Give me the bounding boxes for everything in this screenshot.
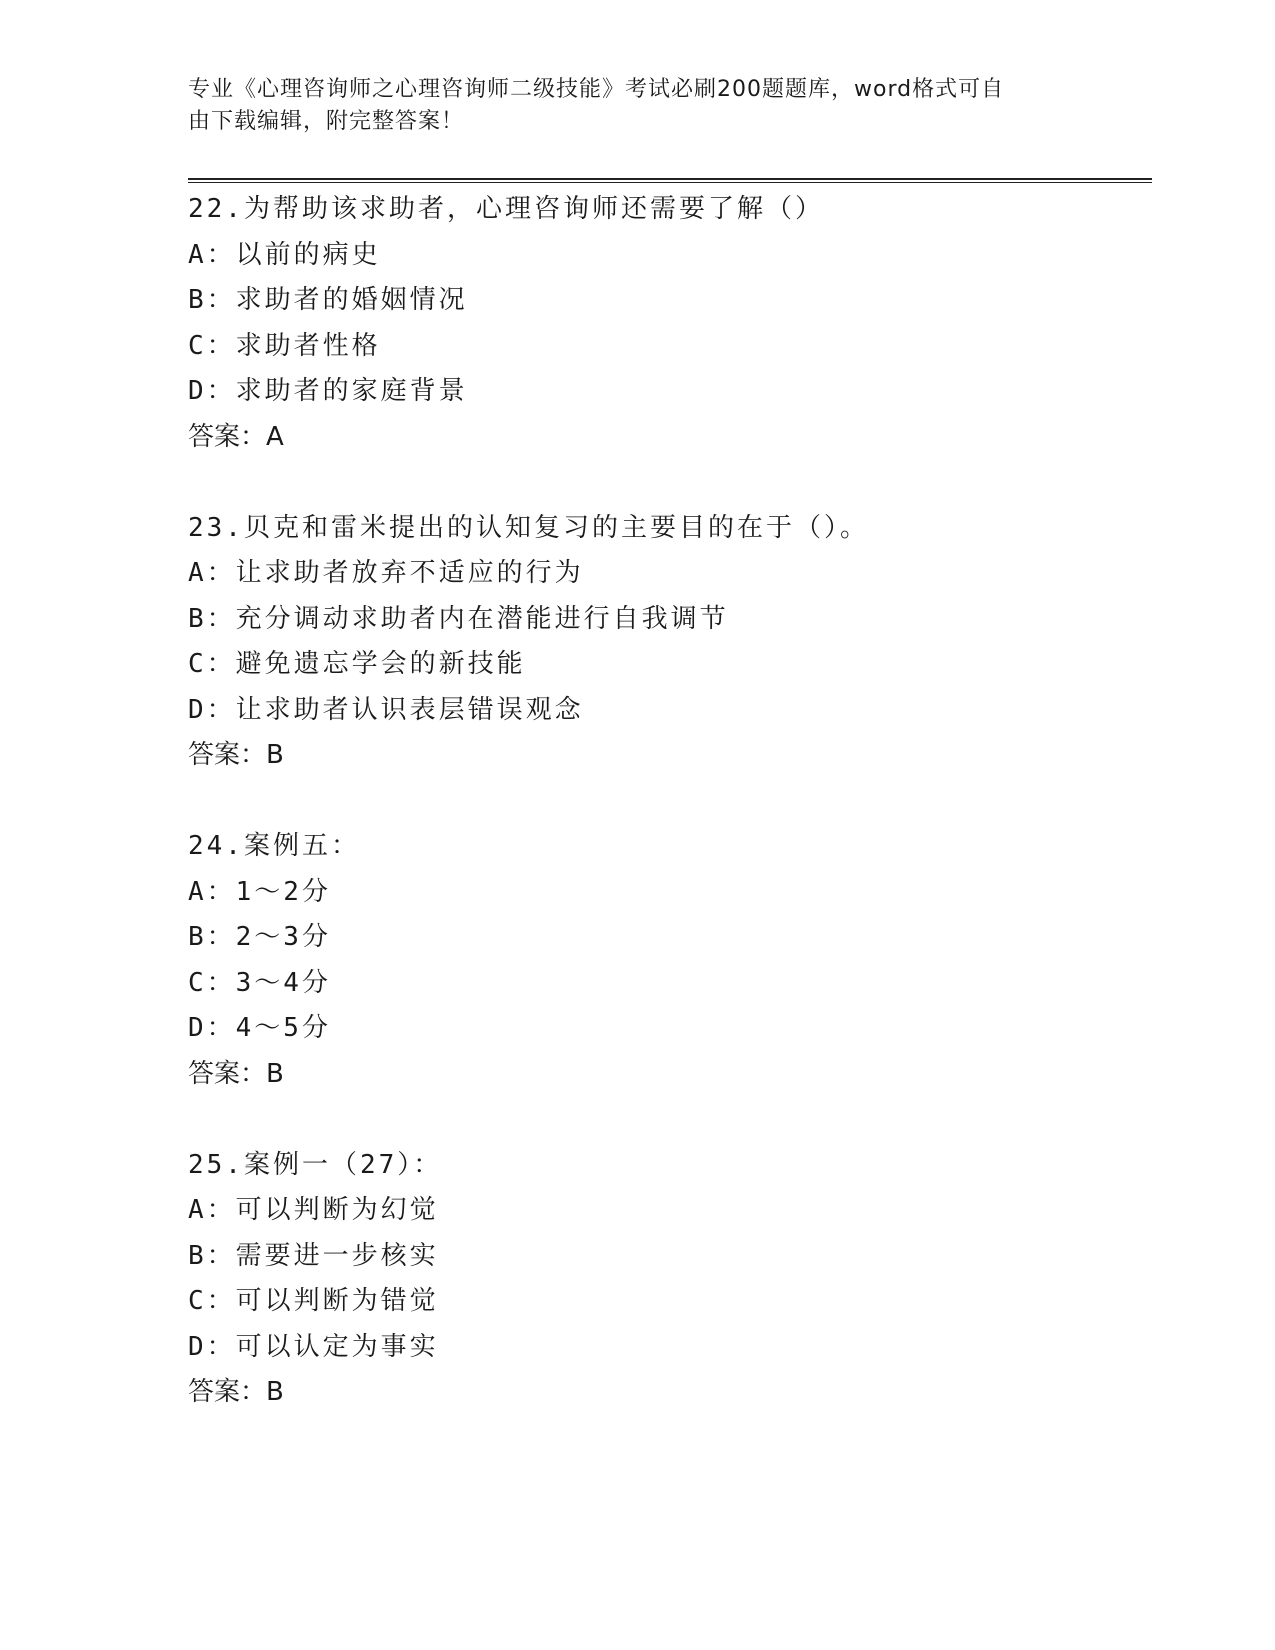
option-d: D：4～5分 [188, 1013, 331, 1043]
question-25 [188, 1143, 1152, 1416]
spacer [188, 1097, 1152, 1143]
question-stem: 22.为帮助该求助者，心理咨询师还需要了解（） [188, 194, 824, 224]
question-24 [188, 824, 1152, 1143]
question-22 [188, 187, 1152, 506]
option-b: B：充分调动求助者内在潜能进行自我调节 [188, 603, 729, 634]
option-c: C：可以判断为错觉 [188, 1286, 439, 1316]
option-d: D：可以认定为事实 [188, 1331, 439, 1362]
option-d: D：让求助者认识表层错误观念 [188, 694, 584, 725]
spacer [188, 460, 1152, 506]
document-header [188, 74, 1068, 138]
question-stem: 25.案例一（27）： [188, 1149, 443, 1180]
option-c: C：避免遗忘学会的新技能 [188, 649, 526, 679]
option-c: C：3～4分 [188, 967, 331, 998]
option-a: A：让求助者放弃不适应的行为 [188, 558, 584, 588]
answer: 答案：B [188, 1058, 284, 1089]
answer: 答案：B [188, 1377, 284, 1407]
question-stem: 24.案例五： [188, 831, 360, 861]
question-list [188, 187, 1152, 1416]
option-b: B：2～3分 [188, 922, 331, 952]
option-b: B：需要进一步核实 [188, 1240, 439, 1271]
header-line-1: 专业《心理咨询师之心理咨询师二级技能》考试必刷200题题库，word格式可自 [188, 77, 1005, 102]
option-b: B：求助者的婚姻情况 [188, 285, 468, 315]
question-stem: 23.贝克和雷米提出的认知复习的主要目的在于（）。 [188, 512, 869, 543]
header-line-2: 由下载编辑，附完整答案！ [188, 109, 465, 134]
question-23 [188, 506, 1152, 825]
option-a: A：以前的病史 [188, 239, 381, 270]
option-a: A：1～2分 [188, 876, 331, 907]
spacer [188, 779, 1152, 825]
option-c: C：求助者性格 [188, 330, 381, 361]
header-divider [188, 178, 1152, 183]
answer: 答案：B [188, 740, 284, 770]
option-d: D：求助者的家庭背景 [188, 376, 468, 406]
option-a: A：可以判断为幻觉 [188, 1195, 439, 1225]
answer: 答案：A [188, 421, 284, 452]
